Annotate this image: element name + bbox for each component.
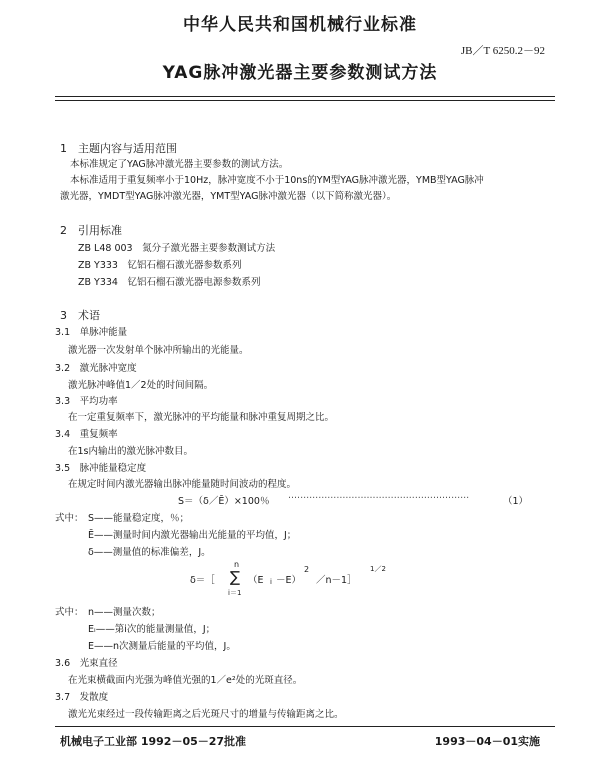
section-1-heading: 1 主题内容与适用范围 [60, 142, 177, 155]
term-definition: 在规定时间内激光器输出脉冲能量随时间波动的程度。 [68, 479, 297, 490]
variable-definition: n——测量次数； [88, 607, 161, 618]
term-definition: 激光光束经过一段传输距离之后光斑尺寸的增量与传输距离之比。 [68, 709, 344, 720]
footer-divider [55, 726, 555, 727]
exponent-half: 1／2 [370, 565, 386, 573]
formula-1-number: （1） [503, 496, 529, 507]
sigma-symbol: ∑ [230, 568, 241, 586]
sum-upper-limit: n [234, 560, 240, 569]
sum-lower-limit: i＝1 [228, 589, 242, 597]
section-1-line: 激光器，YMDT型YAG脉冲激光器，YMT型YAG脉冲激光器（以下简称激光器）。 [60, 191, 397, 202]
formula-2-tail: ／n－1］ [316, 575, 357, 586]
section-1-line: 本标准适用于重复频率小于10Hz，脉冲宽度不小于10ns的YM型YAG脉冲激光器，YMB型YAG脉冲 [70, 175, 484, 186]
term-definition: 在一定重复频率下，激光脉冲的平均能量和脉冲重复周期之比。 [68, 412, 335, 423]
term-definition: 激光脉冲峰值1／2处的时间间隔。 [68, 380, 214, 391]
variable-definition: S——能量稳定度，％； [88, 513, 190, 524]
reference-item: ZB L48 003 氮分子激光器主要参数测试方法 [78, 243, 276, 254]
standard-category-title: 中华人民共和国机械行业标准 [183, 15, 417, 35]
page-title: YAG脉冲激光器主要参数测试方法 [162, 63, 438, 83]
term-heading: 3.6 光束直径 [55, 658, 118, 669]
reference-item: ZB Y333 钇铝石榴石激光器参数系列 [78, 260, 242, 271]
formula-1-leader-dots: ···························································· [288, 493, 470, 504]
term-heading: 3.1 单脉冲能量 [55, 327, 128, 338]
variable-definition: δ——测量值的标准偏差，J。 [88, 547, 211, 558]
subscript-i: i [270, 578, 272, 586]
term-definition: 激光器一次发射单个脉冲所输出的光能量。 [68, 345, 249, 356]
formula-2-term: －E） [276, 575, 302, 586]
where-label: 式中： [55, 513, 84, 524]
term-definition: 在光束横截面内光强为峰值光强的1／e²处的光斑直径。 [68, 675, 303, 686]
formula-2-term: （E [248, 575, 264, 586]
variable-definition: E——n次测量后能量的平均值，J。 [88, 641, 236, 652]
term-heading: 3.2 激光脉冲宽度 [55, 363, 137, 374]
variable-definition: Eᵢ——第i次的能量测量值，J； [88, 624, 216, 635]
formula-1: S＝（δ／Ē）×100％ [178, 496, 270, 507]
implementation-date: 1993－04－01实施 [434, 735, 540, 748]
section-1-line: 本标准规定了YAG脉冲激光器主要参数的测试方法。 [70, 159, 289, 170]
document-number: JB／T 6250.2－92 [460, 45, 545, 57]
term-heading: 3.5 脉冲能量稳定度 [55, 463, 147, 474]
where-label: 式中： [55, 607, 84, 618]
section-2-heading: 2 引用标准 [60, 224, 122, 237]
variable-definition: Ē——测量时间内激光器输出光能量的平均值，J； [88, 530, 297, 541]
term-heading: 3.4 重复频率 [55, 429, 118, 440]
exponent-2: 2 [304, 565, 310, 574]
term-definition: 在1s内输出的激光脉冲数目。 [68, 446, 193, 457]
term-heading: 3.7 发散度 [55, 692, 109, 703]
header-divider [55, 96, 555, 97]
term-heading: 3.3 平均功率 [55, 396, 118, 407]
reference-item: ZB Y334 钇铝石榴石激光器电源参数系列 [78, 277, 261, 288]
section-3-heading: 3 术语 [60, 309, 100, 322]
formula-2-lhs: δ＝［ [190, 575, 215, 586]
approval-info: 机械电子工业部 1992－05－27批准 [60, 735, 247, 748]
header-divider-thin [55, 100, 555, 101]
